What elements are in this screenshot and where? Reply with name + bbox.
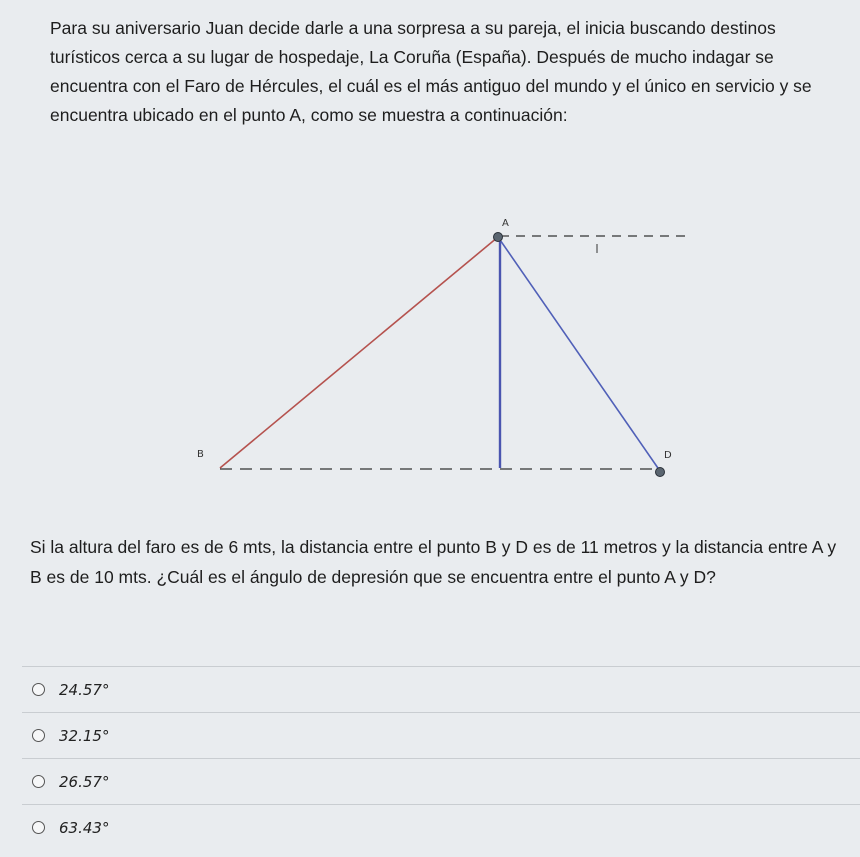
answer-option-2[interactable] xyxy=(22,712,860,758)
answer-label: 26.57° xyxy=(59,772,110,791)
line-ab xyxy=(220,237,498,468)
radio-button[interactable] xyxy=(32,683,45,696)
radio-button[interactable] xyxy=(32,821,45,834)
answer-option-1[interactable] xyxy=(22,666,860,712)
diagram-svg xyxy=(0,200,860,500)
line-ad xyxy=(498,237,660,471)
radio-button[interactable] xyxy=(32,775,45,788)
question-prompt: Si la altura del faro es de 6 mts, la distancia entre el punto B y D es de 11 metros y la distancia entre A y B es de 10 mts. ¿Cuál es el ángulo de depresión que se encuentra entre el punto A y D? xyxy=(30,537,837,587)
question-intro: Para su aniversario Juan decide darle a una sorpresa a su pareja, el inicia buscando destinos turísticos cerca a su lugar de hospedaje, La Coruña (España). Después de mucho indagar se encuentra con el Faro de Hércules, el cuál es el más antiguo del mundo y el único en servicio y se encuentra ubicado en el punto A, como se muestra a continuación: xyxy=(50,18,812,125)
answer-label: 63.43° xyxy=(59,818,110,837)
answer-options xyxy=(22,666,860,850)
label-a: A xyxy=(502,218,509,229)
label-d: D xyxy=(664,450,672,461)
point-a xyxy=(494,233,503,242)
answer-label: 24.57° xyxy=(59,680,110,699)
answer-option-3[interactable] xyxy=(22,758,860,804)
triangle-diagram xyxy=(0,200,860,500)
radio-button[interactable] xyxy=(32,729,45,742)
answer-label: 32.15° xyxy=(59,726,110,745)
point-d xyxy=(656,468,665,477)
label-b: B xyxy=(197,449,204,460)
answer-option-4[interactable] xyxy=(22,804,860,850)
